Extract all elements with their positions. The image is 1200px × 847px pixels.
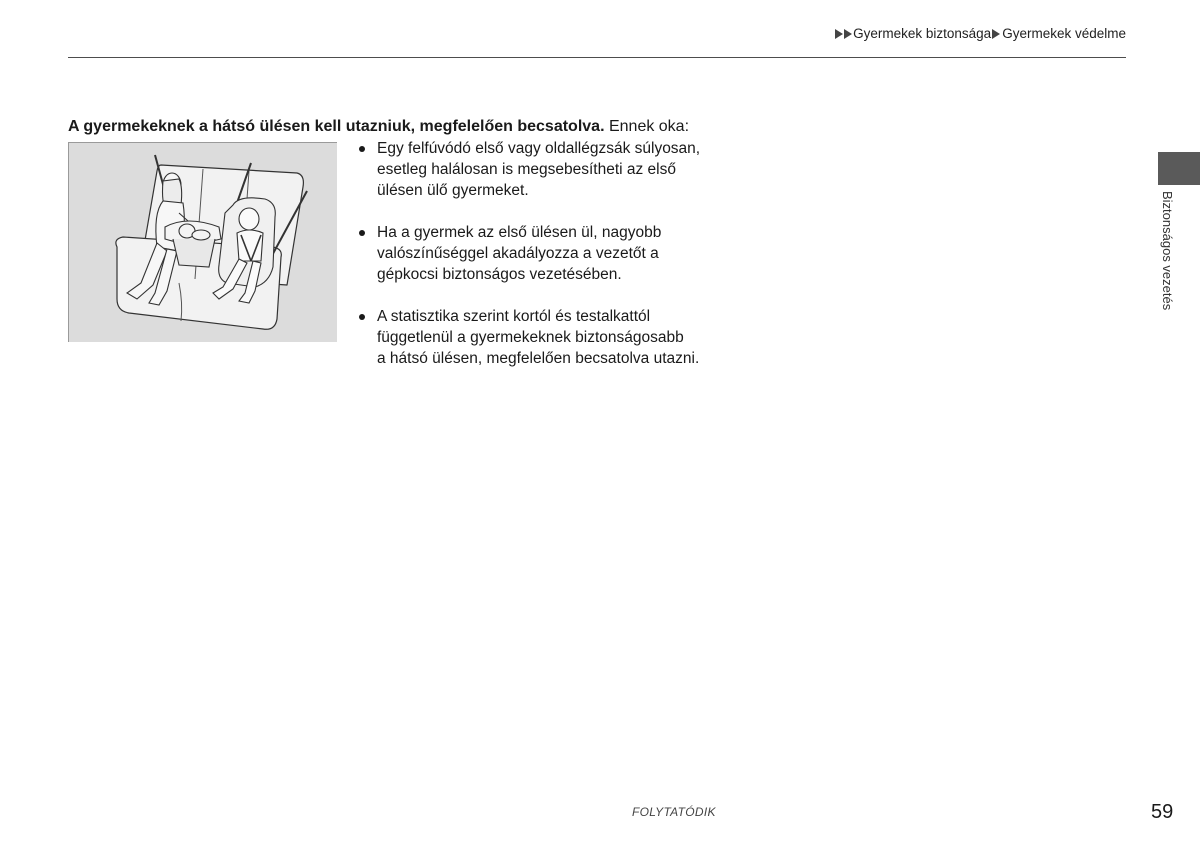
rear-seat-illustration bbox=[68, 142, 337, 342]
list-item-line: Ha a gyermek az első ülésen ül, nagyobb bbox=[377, 224, 662, 241]
breadcrumb-subsection: Gyermekek védelme bbox=[1002, 26, 1126, 41]
list-item-line: függetlenül a gyermekeknek biztonságosabb bbox=[377, 329, 684, 346]
breadcrumb-section: Gyermekek biztonsága bbox=[853, 26, 992, 41]
heading-normal-text: Ennek oka: bbox=[608, 118, 690, 135]
list-item bbox=[356, 138, 736, 201]
double-arrow-icon bbox=[835, 29, 843, 39]
bullet-icon bbox=[359, 230, 365, 236]
breadcrumb bbox=[835, 26, 1126, 41]
bullet-icon bbox=[359, 314, 365, 320]
chapter-tab-marker bbox=[1158, 152, 1200, 185]
bullet-icon bbox=[359, 146, 365, 152]
arrow-separator-icon bbox=[992, 29, 1000, 39]
rear-seat-drawing bbox=[69, 143, 337, 342]
list-item-line: a hátsó ülésen, megfelelően becsatolva utazni. bbox=[377, 350, 700, 367]
section-heading bbox=[68, 118, 689, 136]
list-item-line: ülésen ülő gyermeket. bbox=[377, 182, 529, 199]
reasons-list bbox=[356, 138, 736, 390]
list-item bbox=[356, 306, 736, 369]
page-number: 59 bbox=[1151, 801, 1174, 823]
list-item-line: A statisztika szerint kortól és testalkattól bbox=[377, 308, 651, 325]
list-item-line: gépkocsi biztonságos vezetésében. bbox=[377, 266, 622, 283]
list-item-line: Egy felfúvódó első vagy oldallégzsák súlyosan, bbox=[377, 140, 701, 157]
list-item bbox=[356, 222, 736, 285]
continues-label: FOLYTATÓDIK bbox=[632, 805, 716, 819]
header-divider bbox=[68, 57, 1126, 58]
double-arrow-icon-second bbox=[844, 29, 852, 39]
list-item-line: esetleg halálosan is megsebesítheti az első bbox=[377, 161, 676, 178]
list-item-line: valószínűséggel akadályozza a vezetőt a bbox=[377, 245, 659, 262]
chapter-tab-label: Biztonságos vezetés bbox=[1160, 191, 1175, 311]
heading-bold-text: A gyermekeknek a hátsó ülésen kell utazniuk, megfelelően becsatolva. bbox=[68, 118, 605, 135]
